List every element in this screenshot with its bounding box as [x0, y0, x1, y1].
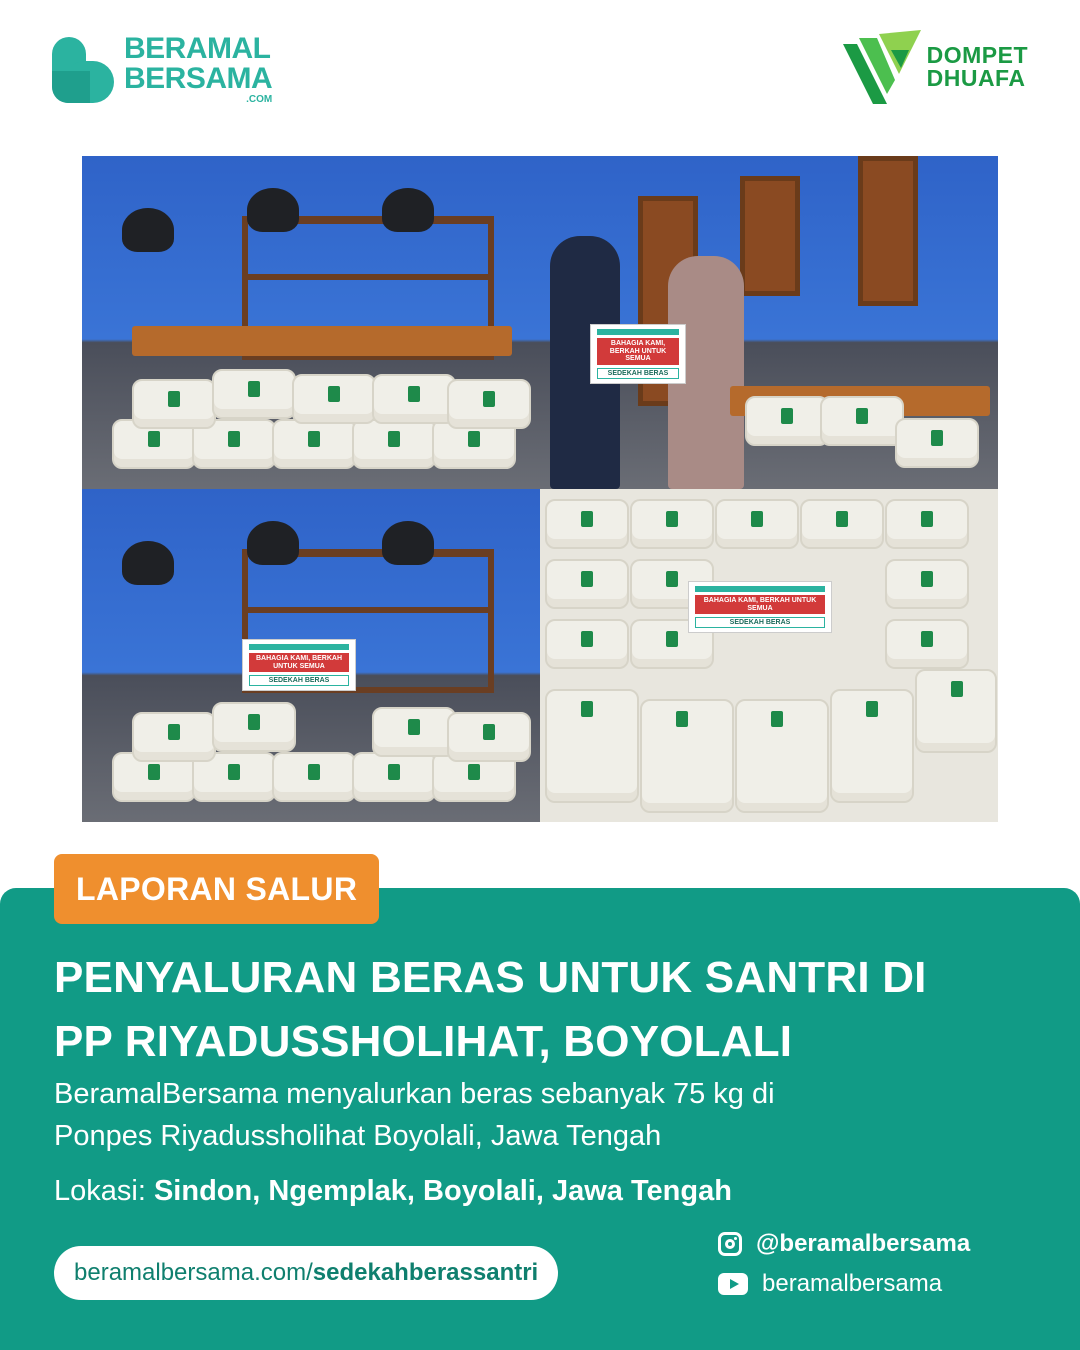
title-line-2: PP RIYADUSSHOLIHAT, BOYOLALI: [54, 1017, 793, 1066]
location: [54, 1170, 1014, 1212]
photo-rice-stack: [540, 489, 998, 822]
youtube-icon: [718, 1273, 748, 1295]
photo-collage: [82, 156, 998, 822]
heart-icon: [52, 37, 114, 103]
brand-line-2: BERSAMA: [124, 62, 273, 95]
sign-headline-2: BAHAGIA KAMI, BERKAH UNTUK SEMUA: [249, 653, 349, 672]
sign-headline: BAHAGIA KAMI, BERKAH UNTUK SEMUA: [597, 338, 679, 365]
photo-rice-with-sign: [82, 489, 540, 822]
dompet-dhuafa-logo: [843, 30, 1028, 104]
photo-handover: [540, 156, 998, 489]
instagram-handle: @beramalbersama: [756, 1230, 971, 1257]
campaign-url-link[interactable]: [54, 1246, 558, 1300]
url-base: beramalbersama.com: [74, 1259, 307, 1286]
title-line-1: PENYALURAN BERAS UNTUK SANTRI DI: [54, 953, 927, 1002]
sign-headline-3: BAHAGIA KAMI, BERKAH UNTUK SEMUA: [695, 595, 825, 614]
instagram-link[interactable]: [718, 1230, 970, 1258]
beramal-bersama-logo: [52, 34, 272, 105]
location-label: Lokasi:: [54, 1175, 154, 1207]
url-slash: /: [306, 1259, 313, 1286]
url-path: sedekahberassantri: [312, 1259, 539, 1286]
dompet-dhuafa-wordmark: [927, 44, 1028, 90]
dd-line-1: DOMPET: [926, 42, 1028, 68]
instagram-icon: [718, 1232, 742, 1256]
desc-line-1: BeramalBersama menyalurkan beras sebanyak 75 kg di: [54, 1078, 775, 1110]
youtube-handle: beramalbersama: [762, 1270, 943, 1297]
desc-line-2: Ponpes Riyadussholihat Boyolali, Jawa Tengah: [54, 1120, 662, 1152]
dompet-dhuafa-mark-icon: [843, 30, 921, 104]
youtube-link[interactable]: [718, 1270, 942, 1298]
beramal-bersama-wordmark: [124, 34, 272, 105]
brand-line-1: BERAMAL: [124, 32, 271, 65]
brand-line-3: .COM: [246, 94, 273, 105]
report-tag: LAPORAN SALUR: [54, 854, 379, 924]
location-value: Sindon, Ngemplak, Boyolali, Jawa Tengah: [153, 1175, 732, 1207]
page-title: [54, 946, 1014, 1074]
sign-label: SEDEKAH BERAS: [597, 368, 679, 379]
sign-label-2: SEDEKAH BERAS: [249, 675, 349, 686]
photo-rice-on-bench: [82, 156, 540, 489]
sign-label-3: SEDEKAH BERAS: [695, 617, 825, 628]
dd-line-2: DHUAFA: [926, 65, 1026, 91]
description: [54, 1073, 1014, 1157]
